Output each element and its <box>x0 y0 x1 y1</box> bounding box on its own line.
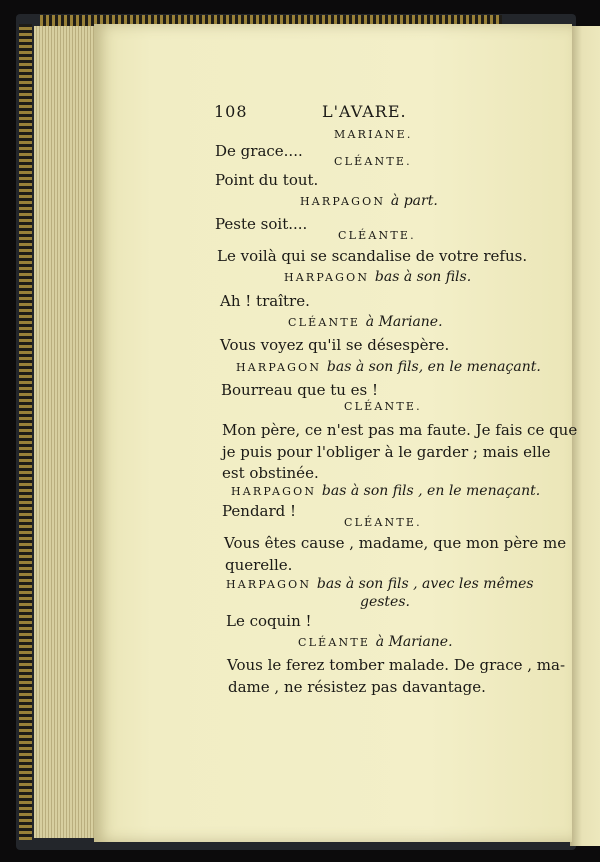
dialogue-line: Le voilà qui se scandalise de votre refus. <box>217 247 528 265</box>
speaker-name: CLÉANTE. <box>344 400 422 413</box>
dialogue-line: Le coquin ! <box>226 612 312 630</box>
dialogue-line: De grace.... <box>215 142 303 160</box>
stage-direction: gestes. <box>360 594 410 610</box>
speaker-name: HARPAGON bas à son fils , avec les mêmes <box>226 576 534 592</box>
stage-direction: bas à son fils , en le menaçant. <box>321 483 541 499</box>
speaker-name: CLÉANTE. <box>344 516 422 529</box>
dialogue-line: Pendard ! <box>222 502 297 520</box>
speaker-name: HARPAGON bas à son fils. <box>284 269 472 285</box>
speaker-name: MARIANE. <box>334 128 413 141</box>
speaker-name: CLÉANTE. <box>338 229 416 242</box>
stage-direction: à Mariane. <box>365 314 443 330</box>
stage-direction: à Mariane. <box>375 634 453 650</box>
dialogue-line: Point du tout. <box>215 171 319 189</box>
dialogue-line: Ah ! traître. <box>220 292 310 310</box>
stage-direction: bas à son fils, en le menaçant. <box>326 359 541 375</box>
speaker-name: CLÉANTE à Mariane. <box>288 314 443 330</box>
dialogue-line: Vous êtes cause , madame, que mon père me <box>224 534 567 552</box>
dialogue-line: Vous le ferez tomber malade. De grace , ma- <box>227 656 566 674</box>
page-number: 108 <box>214 102 248 121</box>
gilt-border-left <box>19 24 32 840</box>
stage-direction: bas à son fils , avec les mêmes <box>316 576 534 592</box>
dialogue-line: Peste soit.... <box>215 215 308 233</box>
speaker-name: HARPAGON à part. <box>300 193 438 209</box>
speaker-name: HARPAGON bas à son fils , en le menaçant. <box>231 483 541 499</box>
stage-direction: à part. <box>390 193 438 209</box>
speaker-name: CLÉANTE. <box>334 155 412 168</box>
dialogue-line: dame , ne résistez pas davantage. <box>228 678 486 696</box>
dialogue-line: Mon père, ce n'est pas ma faute. Je fais ce que <box>222 421 578 439</box>
book-page <box>94 24 578 842</box>
dialogue-line: je puis pour l'obliger à le garder ; mais elle <box>222 443 551 461</box>
running-title: L'AVARE. <box>322 102 407 121</box>
stage-direction: bas à son fils. <box>374 269 472 285</box>
speaker-name: HARPAGON bas à son fils, en le menaçant. <box>236 359 541 375</box>
dialogue-line: Bourreau que tu es ! <box>221 381 379 399</box>
speaker-name: CLÉANTE à Mariane. <box>298 634 453 650</box>
dialogue-line: est obstinée. <box>222 464 319 482</box>
dialogue-line: querelle. <box>225 556 293 574</box>
dialogue-line: Vous voyez qu'il se désespère. <box>220 336 450 354</box>
